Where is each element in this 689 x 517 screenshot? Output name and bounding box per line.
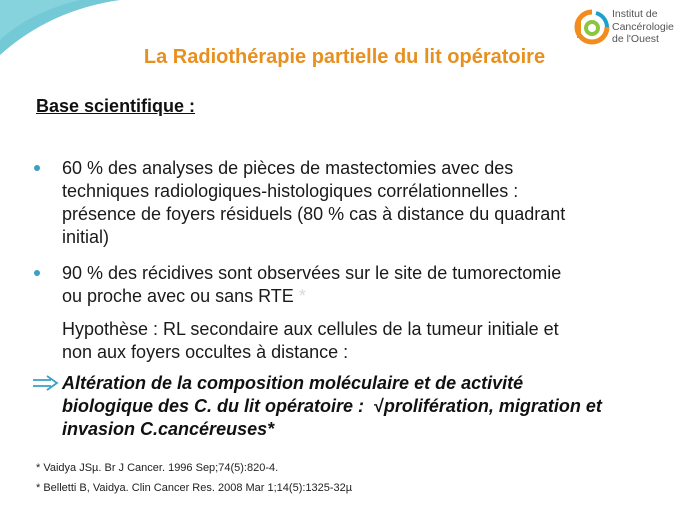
- reference-1: * Vaidya JSµ. Br J Cancer. 1996 Sep;74(5):820-4.: [36, 462, 279, 474]
- bullet-1-line-3: présence de foyers résiduels (80 % cas à distance du quadrant: [62, 204, 566, 224]
- bullet-2-line-2-wrap: [62, 285, 561, 308]
- hypothesis-line-2: non aux foyers occultes à distance :: [62, 342, 349, 362]
- conclusion-line-2b: prolifération, migration et: [383, 396, 602, 416]
- section-heading: Base scientifique :: [36, 96, 196, 116]
- check-symbol: √: [374, 396, 384, 416]
- bullet-1-line-2: techniques radiologiques-histologiques corrélationnelles :: [62, 181, 519, 201]
- bullet-1-line-4: initial): [62, 227, 110, 247]
- conclusion-line-1: Altération de la composition moléculaire et de activité: [62, 373, 524, 393]
- bullet-2-text: [62, 262, 561, 308]
- hypothesis-line-1: Hypothèse : RL secondaire aux cellules de la tumeur initiale et: [62, 319, 559, 339]
- conclusion-text: [62, 372, 602, 441]
- reference-2: * Belletti B, Vaidya. Clin Cancer Res. 2008 Mar 1;14(5):1325-32µ: [36, 482, 353, 494]
- hypothesis-text: [62, 318, 559, 364]
- bullet-1-line-1: 60 % des analyses de pièces de mastectomies avec des: [62, 158, 514, 178]
- bullet-2-line-2: ou proche avec ou sans RTE: [62, 286, 294, 306]
- bullet-1-text: [62, 157, 565, 249]
- slide-title: La Radiothérapie partielle du lit opératoire: [143, 46, 546, 68]
- bullet-2-dot: [34, 270, 40, 276]
- logo-line-1: Institut de: [612, 8, 658, 20]
- logo-line-2: Cancérologie: [612, 20, 674, 33]
- conclusion-line-2: biologique des C. du lit opératoire :: [62, 396, 375, 416]
- implies-arrow-icon: [33, 375, 59, 391]
- logo-line-3: de l'Ouest: [612, 33, 659, 45]
- conclusion-line-3: invasion C.cancéreuses*: [62, 419, 275, 439]
- logo-mark-icon: [574, 6, 610, 50]
- logo-text: [612, 8, 674, 46]
- conclusion-line-2-wrap: [62, 395, 602, 418]
- bullet-2-line-1: 90 % des récidives sont observées sur le site de tumorectomie: [62, 263, 562, 283]
- bullet-2-marker: *: [298, 286, 306, 306]
- bullet-1-dot: [34, 165, 40, 171]
